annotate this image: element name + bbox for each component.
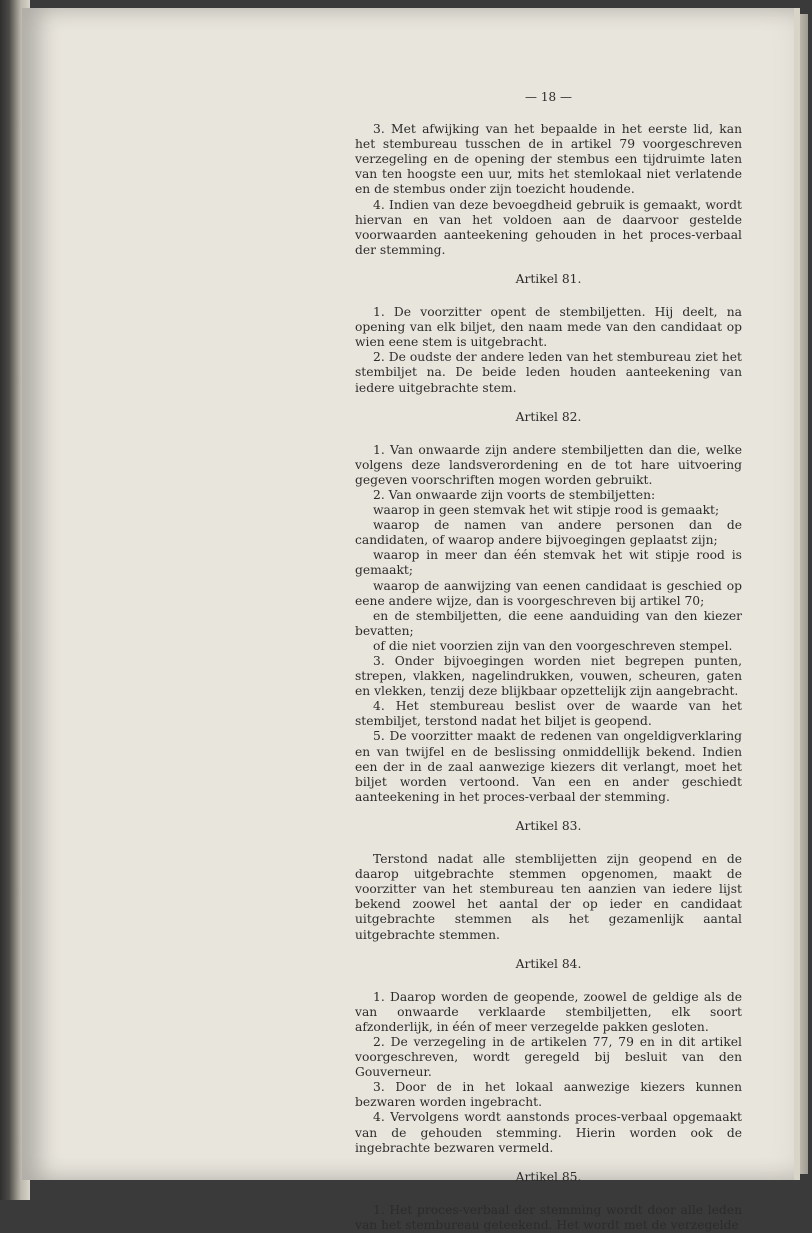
paragraph: 1. Daarop worden de geopende, zoowel de geldige als de van onwaarde verklaarde stembiljetten, elk soort afzonderlijk, in één of meer verzegelde pakken gesloten. xyxy=(355,989,742,1034)
article-heading: Artikel 85. xyxy=(515,1169,582,1184)
paragraph: 4. Indien van deze bevoegdheid gebruik is gemaakt, wordt hiervan en van het voldoen aan de daarvoor gestelde voorwaarden aanteekening gehouden in het proces-verbaal der stemming. xyxy=(355,197,742,257)
paragraph: waarop in geen stemvak het wit stipje rood is gemaakt; xyxy=(373,503,720,518)
paragraph: 1. De voorzitter opent de stembiljetten. Hij deelt, na opening van elk biljet, den naam mede van den candidaat op wien eene stem is uitgebracht. xyxy=(355,305,742,350)
article-heading: Artikel 82. xyxy=(515,409,582,424)
article-heading: Artikel 84. xyxy=(515,956,582,971)
paragraph: 1. Van onwaarde zijn andere stembiljetten dan die, welke volgens deze landsverordening en de tot hare uitvoering gegeven voorschriften mogen worden gebruikt. xyxy=(355,442,742,487)
paragraph: en de stembiljetten, die eene aanduiding van den kiezer bevatten; xyxy=(355,608,742,638)
page-number: — 18 — xyxy=(525,90,572,104)
article-heading: Artikel 81. xyxy=(515,271,582,286)
paragraph: 5. De voorzitter maakt de redenen van ongeldigverklaring en van twijfel en de beslissing onmiddellijk bekend. Indien een der in de zaal aanwezige kiezers dit verlangt, moet het biljet worden vertoond. Van een en ander geschiedt aanteekening in het proces-verbaal der stemming. xyxy=(355,729,742,804)
paragraph: 2. De verzegeling in de artikelen 77, 79 en in dit artikel voorgeschreven, wordt geregeld bij besluit van den Gouverneur. xyxy=(355,1034,742,1080)
paragraph: 1. Het proces-verbaal der stemming wordt door alle leden van het stembureau geteekend. Het wordt met de verzegelde xyxy=(355,1202,742,1232)
paragraph: waarop de namen van andere personen dan de candidaten, of waarop andere bijvoegingen geplaatst zijn; xyxy=(355,518,742,548)
paragraph: 2. De oudste der andere leden van het stembureau ziet het stembiljet na. De beide leden houden aanteekening van iedere uitgebrachte stem. xyxy=(355,350,742,395)
paragraph: 3. Met afwijking van het bepaalde in het eerste lid, kan het stembureau tusschen de in artikel 79 voorgeschreven verzegeling en de opening der stembus een tijdruimte laten van ten hoogste een uur, mits het stemlokaal niet verlatende en de stembus onder zijn toezicht houdende. xyxy=(355,122,742,197)
paragraph: 3. Door de in het lokaal aanwezige kiezers kunnen bezwaren worden ingebracht. xyxy=(355,1080,742,1110)
paragraph: 4. Het stembureau beslist over de waarde van het stembiljet, terstond nadat het biljet is geopend. xyxy=(355,699,742,729)
article-heading: Artikel 83. xyxy=(515,818,582,833)
paragraph: 3. Onder bijvoegingen worden niet begrepen punten, strepen, vlakken, nagelindrukken, vouwen, scheuren, gaten en vlekken, tenzij deze blijkbaar opzettelijk zijn aangebracht. xyxy=(355,654,742,699)
body-text xyxy=(355,122,742,1233)
paragraph: waarop de aanwijzing van eenen candidaat is geschied op eene andere wijze, dan is voorgeschreven bij artikel 70; xyxy=(355,578,742,608)
text-column xyxy=(355,90,742,1233)
paragraph: of die niet voorzien zijn van den voorgeschreven stempel. xyxy=(373,638,733,653)
paragraph: Terstond nadat alle stemblijetten zijn geopend en de daarop uitgebrachte stemmen opgenomen, maakt de voorzitter van het stembureau ten aanzien van iedere lijst bekend zoowel het aantal der op ieder en candidaat uitgebrachte stemmen als het gezamenlijk aantal uitgebrachte stemmen. xyxy=(355,852,742,942)
paragraph: waarop in meer dan één stemvak het wit stipje rood is gemaakt; xyxy=(355,548,742,578)
paragraph: 4. Vervolgens wordt aanstonds proces-verbaal opgemaakt van de gehouden stemming. Hierin worden ook de ingebrachte bezwaren vermeld. xyxy=(355,1110,742,1155)
paragraph: 2. Van onwaarde zijn voorts de stembiljetten: xyxy=(373,487,656,502)
